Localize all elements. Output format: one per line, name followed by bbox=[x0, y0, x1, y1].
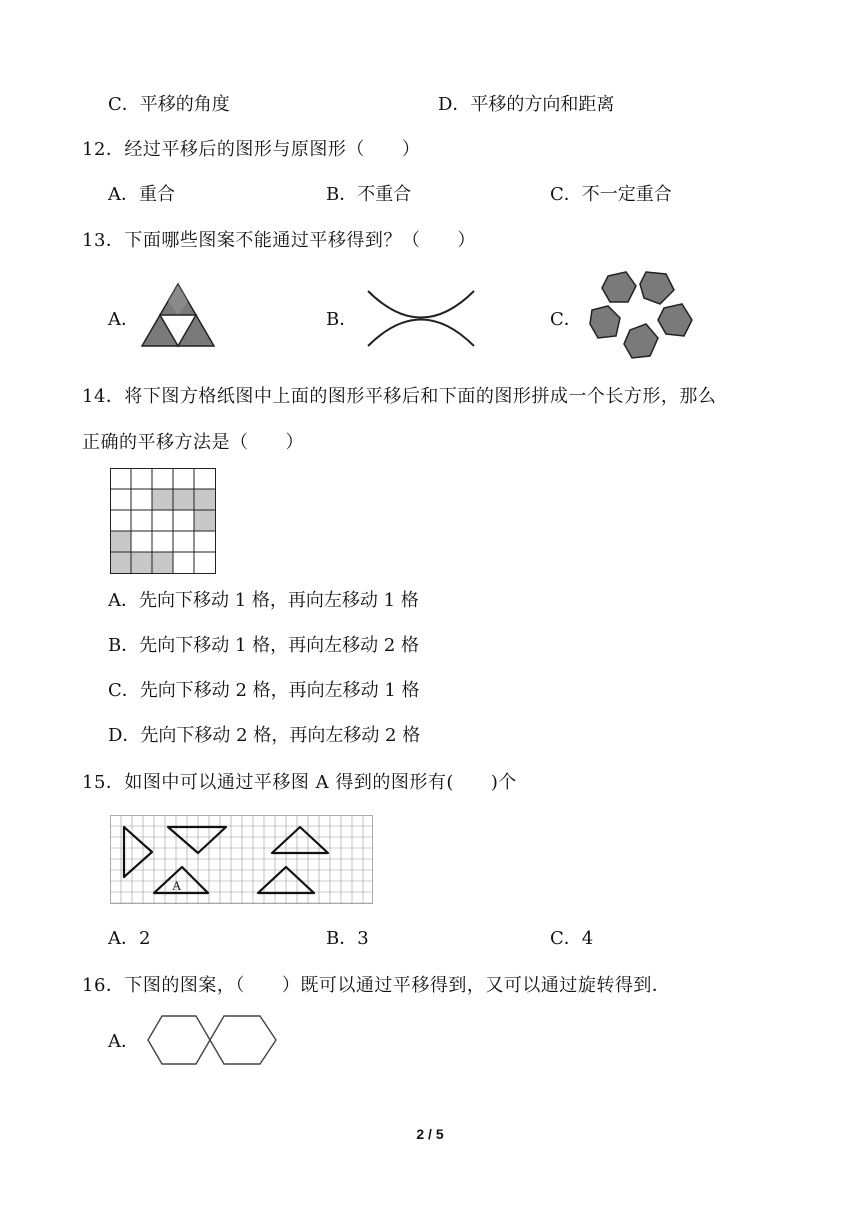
q16-stem: 16．下图的图案，（ ）既可以通过平移得到，又可以通过旋转得到． bbox=[82, 975, 671, 996]
q15-option-c: C．4 bbox=[550, 928, 594, 949]
q16-option-a-label: A． bbox=[108, 1031, 139, 1052]
q12-stem: 12．经过平移后的图形与原图形（ ） bbox=[82, 139, 421, 160]
q13-stem: 13．下面哪些图案不能通过平移得到？（ ） bbox=[82, 230, 476, 251]
q14-option-a: A．先向下移动 1 格，再向左移动 1 格 bbox=[108, 590, 419, 611]
q16-hexagons-figure bbox=[146, 1014, 278, 1066]
q11-option-c: C．平移的角度 bbox=[108, 94, 230, 115]
q14-grid-figure bbox=[110, 468, 217, 575]
q14-stem-line2: 正确的平移方法是（ ） bbox=[82, 432, 304, 453]
q11-option-d: D．平移的方向和距离 bbox=[438, 94, 615, 115]
q13-arcs-figure bbox=[364, 288, 478, 348]
q14-option-b: B．先向下移动 1 格，再向左移动 2 格 bbox=[108, 635, 420, 656]
q15-option-a: A．2 bbox=[108, 928, 151, 949]
q15-option-b: B．3 bbox=[326, 928, 369, 949]
q15-grid-figure bbox=[110, 815, 374, 905]
q14-option-d: D．先向下移动 2 格，再向左移动 2 格 bbox=[108, 725, 421, 746]
q13-option-c-label: C． bbox=[550, 309, 582, 330]
q13-pentagon-ring-figure bbox=[586, 268, 698, 368]
q13-triforce-figure bbox=[140, 282, 216, 348]
page-number: 2 / 5 bbox=[416, 1126, 444, 1142]
q12-option-a: A．重合 bbox=[108, 184, 175, 205]
q15-shape-a-label: A bbox=[172, 878, 182, 893]
q12-option-c: C．不一定重合 bbox=[550, 184, 672, 205]
q13-option-b-label: B． bbox=[326, 309, 358, 330]
q15-stem: 15．如图中可以通过平移图 A 得到的图形有( )个 bbox=[82, 772, 517, 793]
q14-stem-line1: 14．将下图方格纸图中上面的图形平移后和下面的图形拼成一个长方形，那么 bbox=[82, 386, 717, 407]
q14-option-c: C．先向下移动 2 格，再向左移动 1 格 bbox=[108, 680, 420, 701]
q12-option-b: B．不重合 bbox=[326, 184, 412, 205]
q13-option-a-label: A． bbox=[108, 309, 139, 330]
